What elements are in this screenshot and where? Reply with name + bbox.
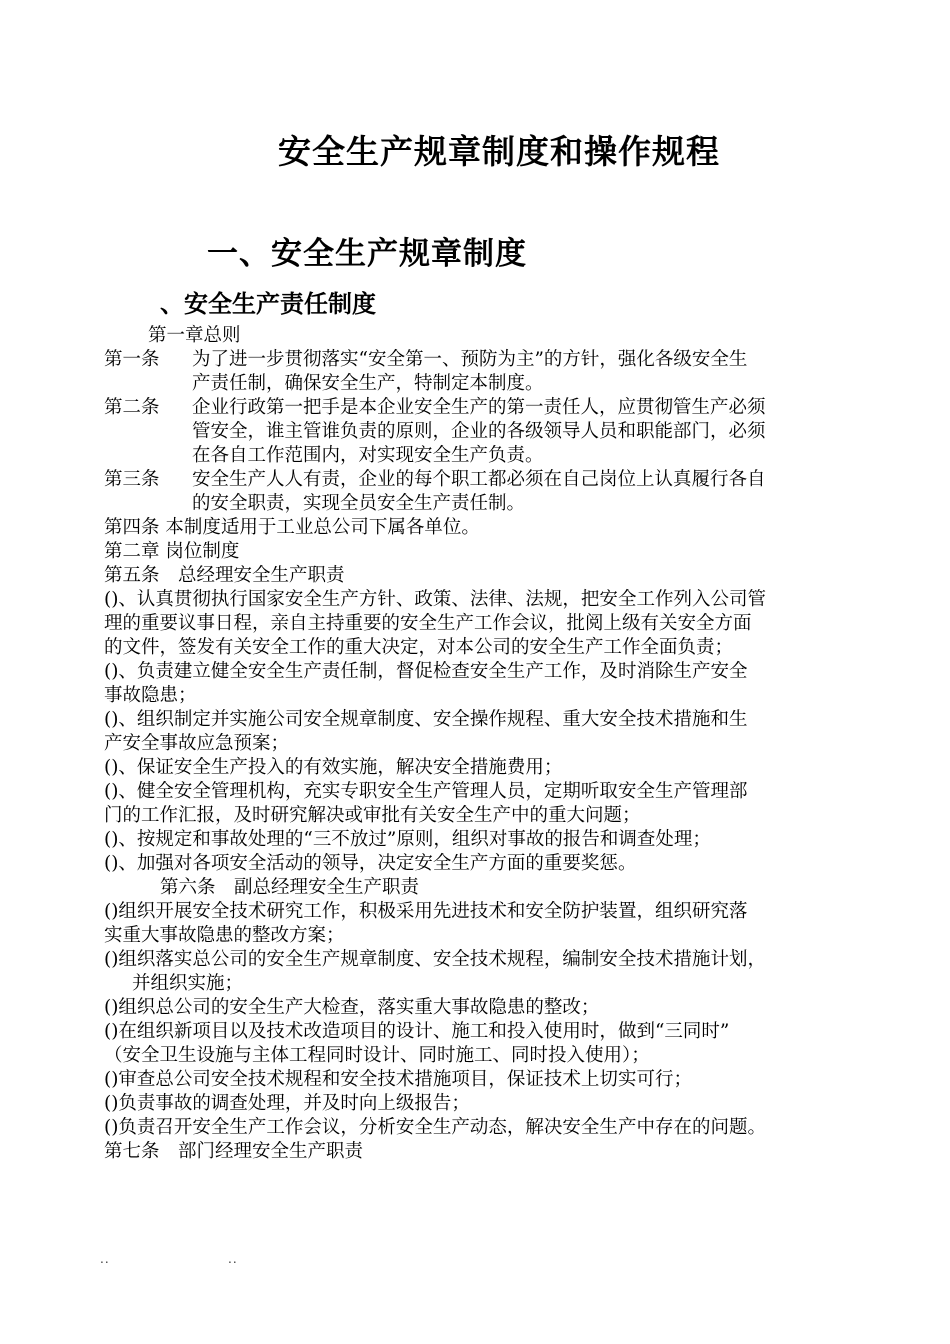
text-line: ()、组织制定并实施公司安全规章制度、安全操作规程、重大安全技术措施和生 <box>104 709 748 730</box>
list-item <box>104 708 894 756</box>
text-line: ()、负责建立健全安全生产责任制，督促检查安全生产工作，及时消除生产安全 <box>104 661 748 682</box>
text-line: 理的重要议事日程，亲自主持重要的安全生产工作会议，批阅上级有关安全方面 <box>104 613 752 634</box>
subsection-heading: 、安全生产责任制度 <box>160 289 376 318</box>
article-4: 第四条 本制度适用于工业总公司下属各单位。 <box>104 517 480 538</box>
text-line: 门的工作汇报，及时研究解决或审批有关安全生产中的重大问题； <box>104 805 641 826</box>
article-text <box>192 348 894 396</box>
document-title: 安全生产规章制度和操作规程 <box>278 132 720 171</box>
article-text <box>192 468 894 516</box>
chapter-1-heading: 第一章总则 <box>148 325 241 346</box>
text-line: 的安全职责，实现全员安全生产责任制。 <box>192 493 526 514</box>
document-body <box>104 324 894 1164</box>
list-item <box>104 1020 894 1068</box>
text-line: ()、加强对各项安全活动的领导，决定安全生产方面的重要奖惩。 <box>104 853 637 874</box>
article-3 <box>104 468 894 516</box>
article-text <box>192 396 894 468</box>
article-7-title: 第七条 部门经理安全生产职责 <box>104 1141 364 1162</box>
list-item <box>104 756 894 780</box>
text-line: 在各自工作范围内，对实现安全生产负责。 <box>192 445 544 466</box>
text-line: ()负责召开安全生产工作会议，分析安全生产动态，解决安全生产中存在的问题。 <box>104 1117 766 1138</box>
list-item <box>104 1092 894 1116</box>
text-line: ()在组织新项目以及技术改造项目的设计、施工和投入使用时，做到“三同时” <box>104 1021 730 1042</box>
chapter-1-articles <box>104 348 894 516</box>
article-2 <box>104 396 894 468</box>
list-item <box>104 660 894 708</box>
text-line: 安全生产人人有责，企业的每个职工都必须在自己岗位上认真履行各自 <box>192 469 766 490</box>
article-5-title: 第五条 总经理安全生产职责 <box>104 565 345 586</box>
text-line: ()、按规定和事故处理的“三不放过”原则，组织对事故的报告和调查处理； <box>104 829 711 850</box>
text-line: ()组织开展安全技术研究工作，积极采用先进技术和安全防护装置，组织研究落 <box>104 901 748 922</box>
text-line: 为了进一步贯彻落实“安全第一、预防为主”的方针，强化各级安全生 <box>192 349 748 370</box>
text-line: 的文件，签发有关安全工作的重大决定，对本公司的安全生产工作全面负责； <box>104 637 734 658</box>
text-line: ()、保证安全生产投入的有效实施，解决安全措施费用； <box>104 757 563 778</box>
list-item <box>104 948 894 996</box>
text-line: 事故隐患； <box>104 685 197 706</box>
text-line: ()组织落实总公司的安全生产规章制度、安全技术规程，编制安全技术措施计划， <box>104 949 766 970</box>
text-line: 并组织实施； <box>132 973 244 994</box>
footer-mark-left: .. <box>100 1252 110 1266</box>
text-line: ()负责事故的调查处理，并及时向上级报告； <box>104 1093 470 1114</box>
text-line: ()、健全安全管理机构，充实专职安全生产管理人员，定期听取安全生产管理部 <box>104 781 748 802</box>
article-label: 第一条 <box>104 349 160 370</box>
footer-mark-right: .. <box>228 1252 238 1266</box>
article-label: 第三条 <box>104 469 160 490</box>
list-item <box>104 588 894 660</box>
text-line: 产安全事故应急预案； <box>104 733 290 754</box>
list-item <box>104 900 894 948</box>
article-label: 第二条 <box>104 397 160 418</box>
article-5-items <box>104 588 894 876</box>
list-item <box>104 1068 894 1092</box>
text-line: ()组织总公司的安全生产大检查，落实重大事故隐患的整改； <box>104 997 600 1018</box>
section-heading: 一、安全生产规章制度 <box>207 236 527 272</box>
text-line: ()审查总公司安全技术规程和安全技术措施项目，保证技术上切实可行； <box>104 1069 692 1090</box>
list-item <box>104 996 894 1020</box>
list-item <box>104 780 894 828</box>
list-item <box>104 828 894 852</box>
chapter-2-heading: 第二章 岗位制度 <box>104 541 240 562</box>
list-item <box>104 1116 894 1140</box>
text-line: （安全卫生设施与主体工程同时设计、同时施工、同时投入使用）； <box>104 1045 650 1066</box>
article-6-items <box>104 900 894 1140</box>
article-1 <box>104 348 894 396</box>
text-line: 管安全，谁主管谁负责的原则，企业的各级领导人员和职能部门，必须 <box>192 421 766 442</box>
list-item <box>104 852 894 876</box>
text-line: 企业行政第一把手是本企业安全生产的第一责任人，应贯彻管生产必须 <box>192 397 766 418</box>
text-line: 产责任制，确保安全生产，特制定本制度。 <box>192 373 544 394</box>
text-line: 实重大事故隐患的整改方案； <box>104 925 345 946</box>
text-line: ()、认真贯彻执行国家安全生产方针、政策、法律、法规，把安全工作列入公司管 <box>104 589 766 610</box>
article-6-title: 第六条 副总经理安全生产职责 <box>160 877 420 898</box>
